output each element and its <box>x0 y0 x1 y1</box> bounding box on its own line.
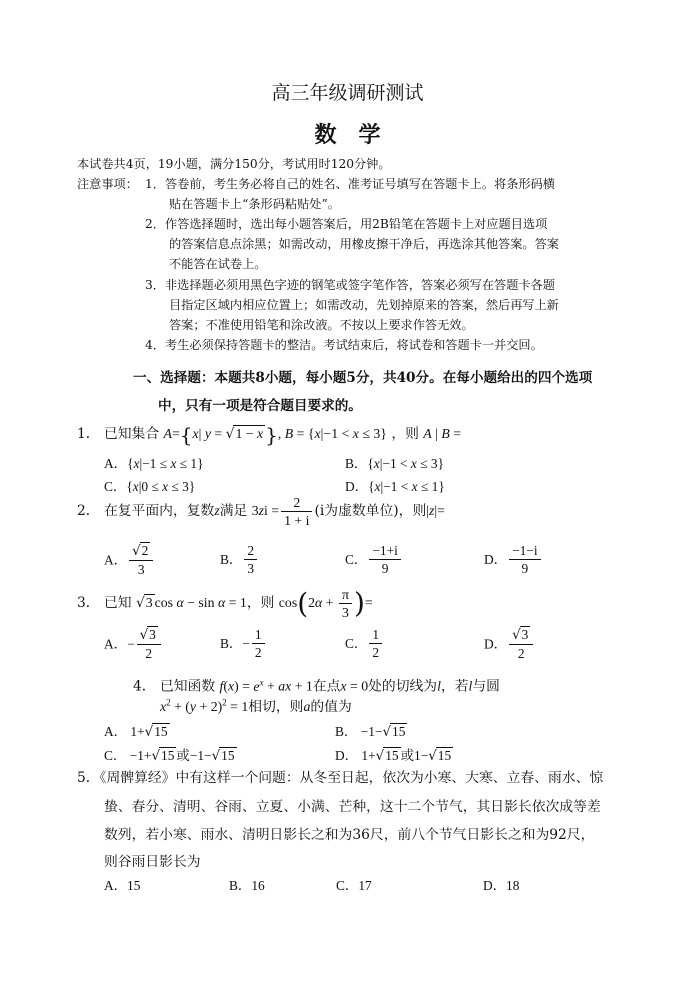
notice-item-1-line-2: 贴在答题卡上“条形码粘贴处”。 <box>169 197 340 211</box>
question-3: 3． 已知 √3 cos α − sin α = 1，则 cos(2α + $\frac{\pi}{3}$ )= <box>77 586 373 620</box>
q3-option-c: C． $\frac{1}{2}$ <box>345 626 384 661</box>
q2-option-c: C． $\frac{-1+i}{9}$ <box>345 542 403 577</box>
question-4-line-2: $x^2 + (y + 2)^2 = 1$相切，则a的值为 <box>160 697 352 715</box>
notice-item-3-line-1: 3．非选择题必须用黑色字迹的钢笔或签字笔作答，答案必须写在答题卡各题 <box>145 278 555 292</box>
notice-item-3-line-3: 答案；不准使用铅笔和涂改液。不按以上要求作答无效。 <box>169 318 474 332</box>
q2-option-d: D． $\frac{-1-i}{9}$ <box>484 542 543 577</box>
q3-option-d: D． $\frac{√3}{2}$ <box>484 626 535 662</box>
q3-option-b: B．− $\frac{1}{2}$ <box>220 626 267 661</box>
question-5-line-3: 数列，若小寒、雨水、清明日影长之和为36尺，前八个节气日影长之和为92尺， <box>104 827 595 843</box>
q5-option-d: D．18 <box>483 878 520 893</box>
exam-title: 高三年级调研测试 <box>271 82 424 104</box>
q2-option-b: B． $\frac{2}{3}$ <box>220 542 259 577</box>
question-number: 2． <box>77 503 100 519</box>
question-5-line-2: 蛰、春分、清明、谷雨、立夏、小满、芒种，这十二个节气，其日影长依次成等差 <box>104 799 601 815</box>
q5-option-a: A．15 <box>104 878 141 893</box>
q5-option-b: B．16 <box>229 878 265 893</box>
question-number: 1． <box>77 426 100 442</box>
q2-option-a: A． $\frac{√2}{3}$ <box>104 542 155 578</box>
exam-intro: 本试卷共4页，19小题，满分150分，考试用时120分钟。 <box>77 157 391 171</box>
q5-option-c: C．17 <box>336 878 372 893</box>
q1-option-a: A．{x|−1 ≤ x ≤ 1} <box>104 456 204 471</box>
notice-item-2-line-3: 不能答在试卷上。 <box>169 257 267 271</box>
question-number: 4． <box>133 678 156 695</box>
math-expression: A={x| y = √1 − x }, B = {x|−1 < x ≤ 3} <box>163 422 387 447</box>
question-5-line-4: 则谷雨日影长为 <box>104 854 201 870</box>
notice-label: 注意事项： <box>77 177 138 191</box>
notice-item-2-line-2: 的答案信息点涂黑；如需改动，用橡皮擦干净后，再选涂其他答案。答案 <box>169 237 559 251</box>
question-4-line-1: 4． 已知函数 $f(x) = e^x$ + ax + 1在点x = 0处的切线为l，若l与圆 <box>133 677 500 695</box>
notice-item-1-line-1: 1．答卷前，考生务必将自己的姓名、准考证号填写在答题卡上。将条形码横 <box>145 177 555 191</box>
subject-title: 数学 <box>314 122 403 148</box>
notice-item-3-line-2: 目指定区域内相应位置上；如需改动，先划掉原来的答案，然后再写上新 <box>169 298 559 312</box>
q4-option-d: D． 1+√15 或1−√15 <box>335 748 452 764</box>
question-number: 3． <box>77 595 100 611</box>
question-1: 1． 已知集合 A={x| y = √1 − x }, B = {x|−1 < x ≤ 3} ，则 A | B = <box>77 422 462 447</box>
section-heading-line-2: 中，只有一项是符合题目要求的。 <box>158 398 362 414</box>
notice-item-4-line-1: 4．考生必须保持答题卡的整洁。考试结束后，将试卷和答题卡一并交回。 <box>145 338 543 352</box>
q1-option-d: D．{x|−1 < x ≤ 1} <box>345 479 445 494</box>
question-5-line-1: 5．《周髀算经》中有这样一个问题：从冬至日起，依次为小寒、大寒、立春、雨水、惊 <box>77 770 604 786</box>
notice-item-2-line-1: 2．作答选择题时，选出每小题答案后，用2B铅笔在答题卡上对应题目选项 <box>145 217 548 231</box>
q3-option-a: A．− $\frac{√3}{2}$ <box>104 626 163 662</box>
q1-option-b: B．{x|−1 < x ≤ 3} <box>345 456 445 471</box>
question-2: 2． 在复平面内，复数z满足 3zi = $\frac{2}{1 + i}$ (i为虚数单位)，则|z|= <box>77 495 445 528</box>
section-heading-line-1: 一、选择题：本题共8小题，每小题5分，共40分。在每小题给出的四个选项 <box>133 370 593 386</box>
q4-option-a: A． 1+√15 <box>104 724 168 740</box>
q4-option-c: C． −1+√15 或−1−√15 <box>104 748 235 764</box>
question-number: 5． <box>77 770 100 786</box>
q1-option-c: C．{x|0 ≤ x ≤ 3} <box>104 479 196 494</box>
q4-option-b: B． −1−√15 <box>335 724 406 740</box>
